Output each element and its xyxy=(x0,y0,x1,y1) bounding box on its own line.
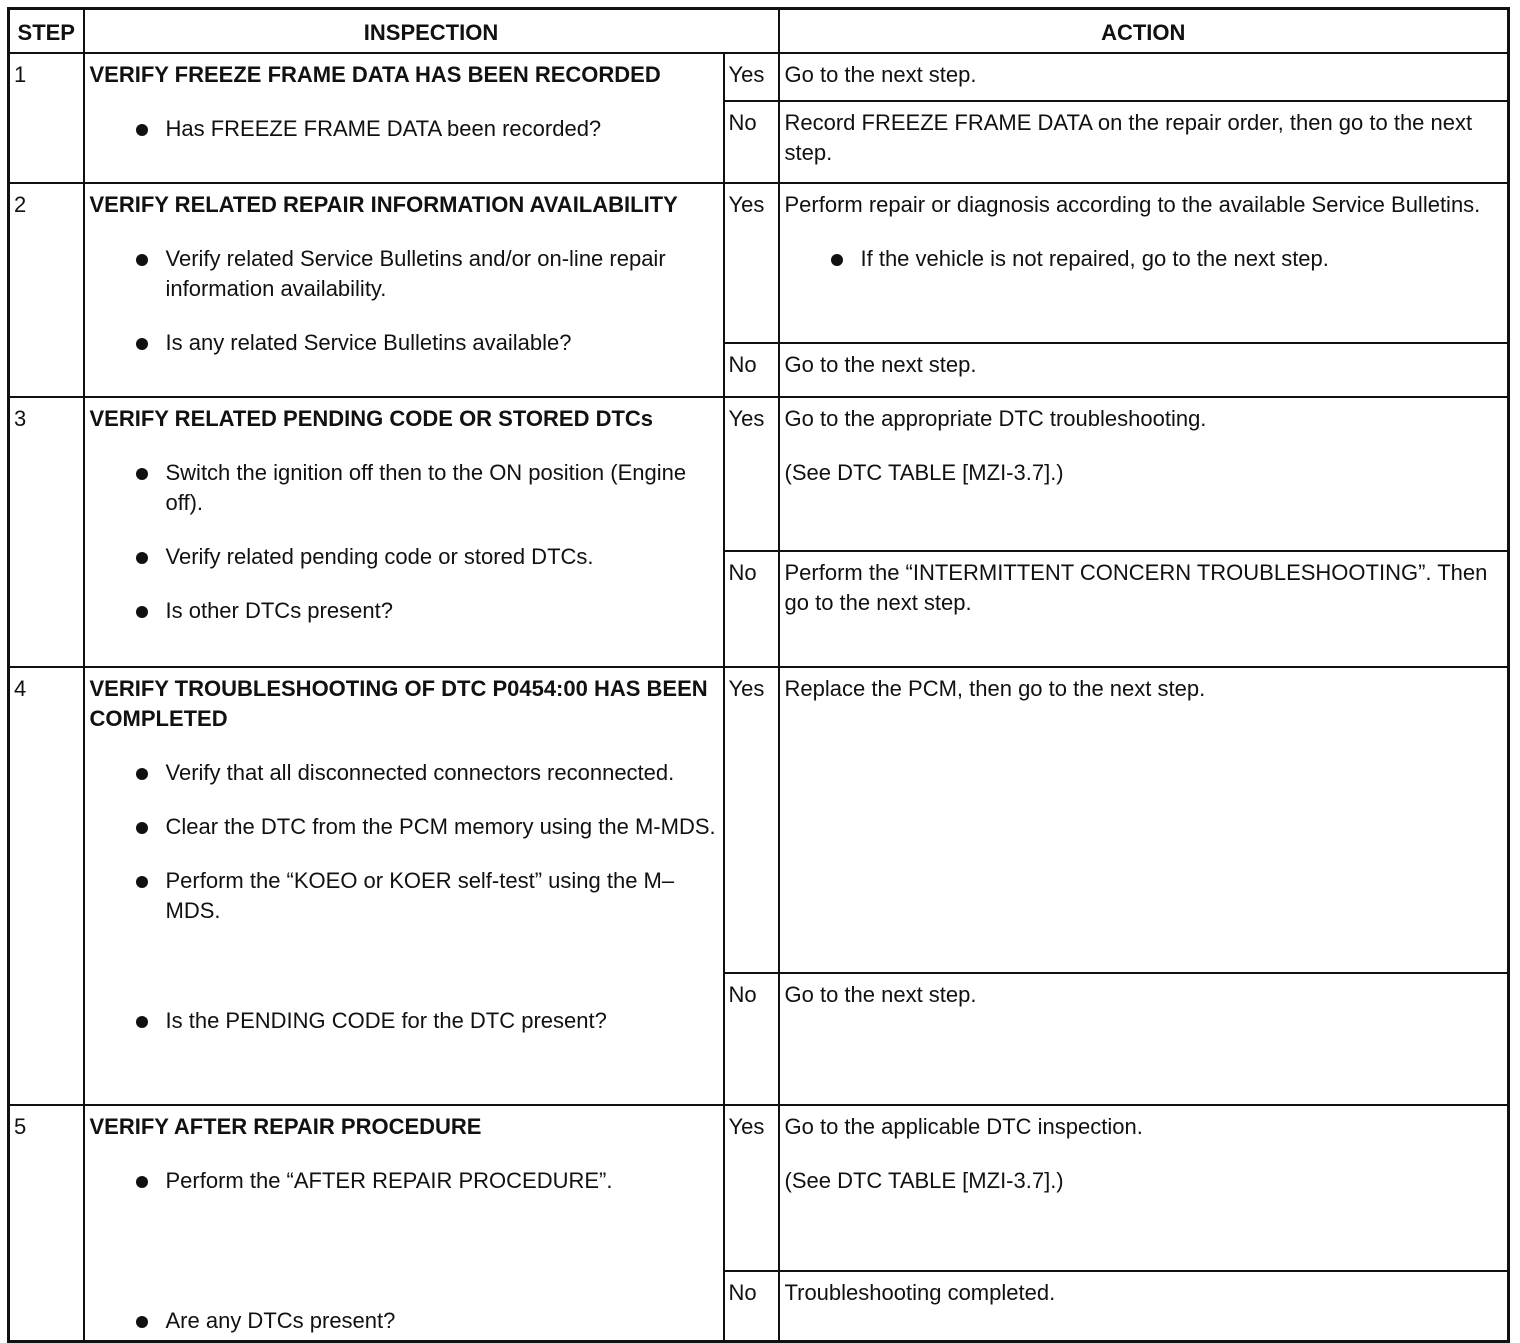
inspection-bullet: Perform the “KOEO or KOER self-test” using the M–MDS. xyxy=(90,866,718,926)
step-5-yes-row xyxy=(9,1105,1509,1271)
step-number: 5 xyxy=(9,1105,84,1342)
answer-yes: Yes xyxy=(724,1105,779,1271)
action-no: Perform the “INTERMITTENT CONCERN TROUBLESHOOTING”. Then go to the next step. xyxy=(779,551,1509,667)
inspection-bullet: Is the PENDING CODE for the DTC present? xyxy=(90,1006,718,1036)
action-yes: Replace the PCM, then go to the next step. xyxy=(779,667,1509,973)
header-action: ACTION xyxy=(779,9,1509,54)
answer-yes: Yes xyxy=(724,53,779,101)
inspection-title: VERIFY FREEZE FRAME DATA HAS BEEN RECORDED xyxy=(89,62,661,87)
inspection-cell xyxy=(84,53,724,183)
answer-no: No xyxy=(724,1271,779,1342)
action-no: Go to the next step. xyxy=(779,343,1509,397)
inspection-bullet: Has FREEZE FRAME DATA been recorded? xyxy=(90,114,718,144)
action-yes: Go to the next step. xyxy=(779,53,1509,101)
header-step: STEP xyxy=(9,9,84,54)
step-2-yes-row xyxy=(9,183,1509,343)
step-1-yes-row xyxy=(9,53,1509,101)
bullet-icon xyxy=(136,552,148,564)
bullet-icon xyxy=(136,768,148,780)
answer-yes: Yes xyxy=(724,397,779,551)
header-row xyxy=(9,9,1509,54)
action-yes: Perform repair or diagnosis according to the available Service Bulletins. If the vehicle is not repaired, go to the next step. xyxy=(779,183,1509,343)
bullet-icon xyxy=(136,876,148,888)
step-number: 3 xyxy=(9,397,84,667)
action-sub-bullet: If the vehicle is not repaired, go to the next step. xyxy=(785,244,1503,274)
inspection-bullet: Is other DTCs present? xyxy=(90,596,718,626)
bullet-icon xyxy=(136,1316,148,1328)
step-number: 2 xyxy=(9,183,84,397)
action-no: Go to the next step. xyxy=(779,973,1509,1105)
bullet-icon xyxy=(136,606,148,618)
bullet-icon xyxy=(136,1176,148,1188)
inspection-bullet: Verify related pending code or stored DTCs. xyxy=(90,542,718,572)
bullet-icon xyxy=(136,1016,148,1028)
inspection-title: VERIFY RELATED REPAIR INFORMATION AVAILABILITY xyxy=(89,192,678,217)
answer-no: No xyxy=(724,101,779,183)
bullet-icon xyxy=(136,468,148,480)
inspection-title: VERIFY TROUBLESHOOTING OF DTC P0454:00 HAS BEEN COMPLETED xyxy=(89,676,708,731)
inspection-cell xyxy=(84,183,724,397)
step-3-yes-row xyxy=(9,397,1509,551)
bullet-icon xyxy=(136,338,148,350)
inspection-cell xyxy=(84,397,724,667)
step-number: 4 xyxy=(9,667,84,1105)
action-no: Troubleshooting completed. xyxy=(779,1271,1509,1342)
answer-no: No xyxy=(724,343,779,397)
bullet-icon xyxy=(136,822,148,834)
inspection-bullet: Verify that all disconnected connectors reconnected. xyxy=(90,758,718,788)
header-inspection: INSPECTION xyxy=(84,9,779,54)
inspection-bullet: Perform the “AFTER REPAIR PROCEDURE”. xyxy=(90,1166,718,1196)
answer-yes: Yes xyxy=(724,183,779,343)
inspection-bullet: Are any DTCs present? xyxy=(90,1306,718,1336)
inspection-bullet: Switch the ignition off then to the ON position (Engine off). xyxy=(90,458,718,518)
diagnostic-table xyxy=(7,7,1510,1343)
step-4-yes-row xyxy=(9,667,1509,973)
inspection-cell xyxy=(84,667,724,1105)
bullet-icon xyxy=(831,254,843,266)
step-number: 1 xyxy=(9,53,84,183)
answer-yes: Yes xyxy=(724,667,779,973)
inspection-title: VERIFY AFTER REPAIR PROCEDURE xyxy=(89,1114,482,1139)
bullet-icon xyxy=(136,124,148,136)
inspection-bullet: Is any related Service Bulletins available? xyxy=(90,328,718,358)
inspection-bullet: Clear the DTC from the PCM memory using the M-MDS. xyxy=(90,812,718,842)
action-yes: Go to the appropriate DTC troubleshooting. (See DTC TABLE [MZI-3.7].) xyxy=(779,397,1509,551)
inspection-bullet: Verify related Service Bulletins and/or on-line repair information availability. xyxy=(90,244,718,304)
bullet-icon xyxy=(136,254,148,266)
answer-no: No xyxy=(724,973,779,1105)
action-yes: Go to the applicable DTC inspection. (See DTC TABLE [MZI-3.7].) xyxy=(779,1105,1509,1271)
action-no: Record FREEZE FRAME DATA on the repair order, then go to the next step. xyxy=(779,101,1509,183)
inspection-title: VERIFY RELATED PENDING CODE OR STORED DTCs xyxy=(89,406,654,431)
diagnostic-table-sheet xyxy=(7,7,1507,1333)
answer-no: No xyxy=(724,551,779,667)
inspection-cell xyxy=(84,1105,724,1342)
